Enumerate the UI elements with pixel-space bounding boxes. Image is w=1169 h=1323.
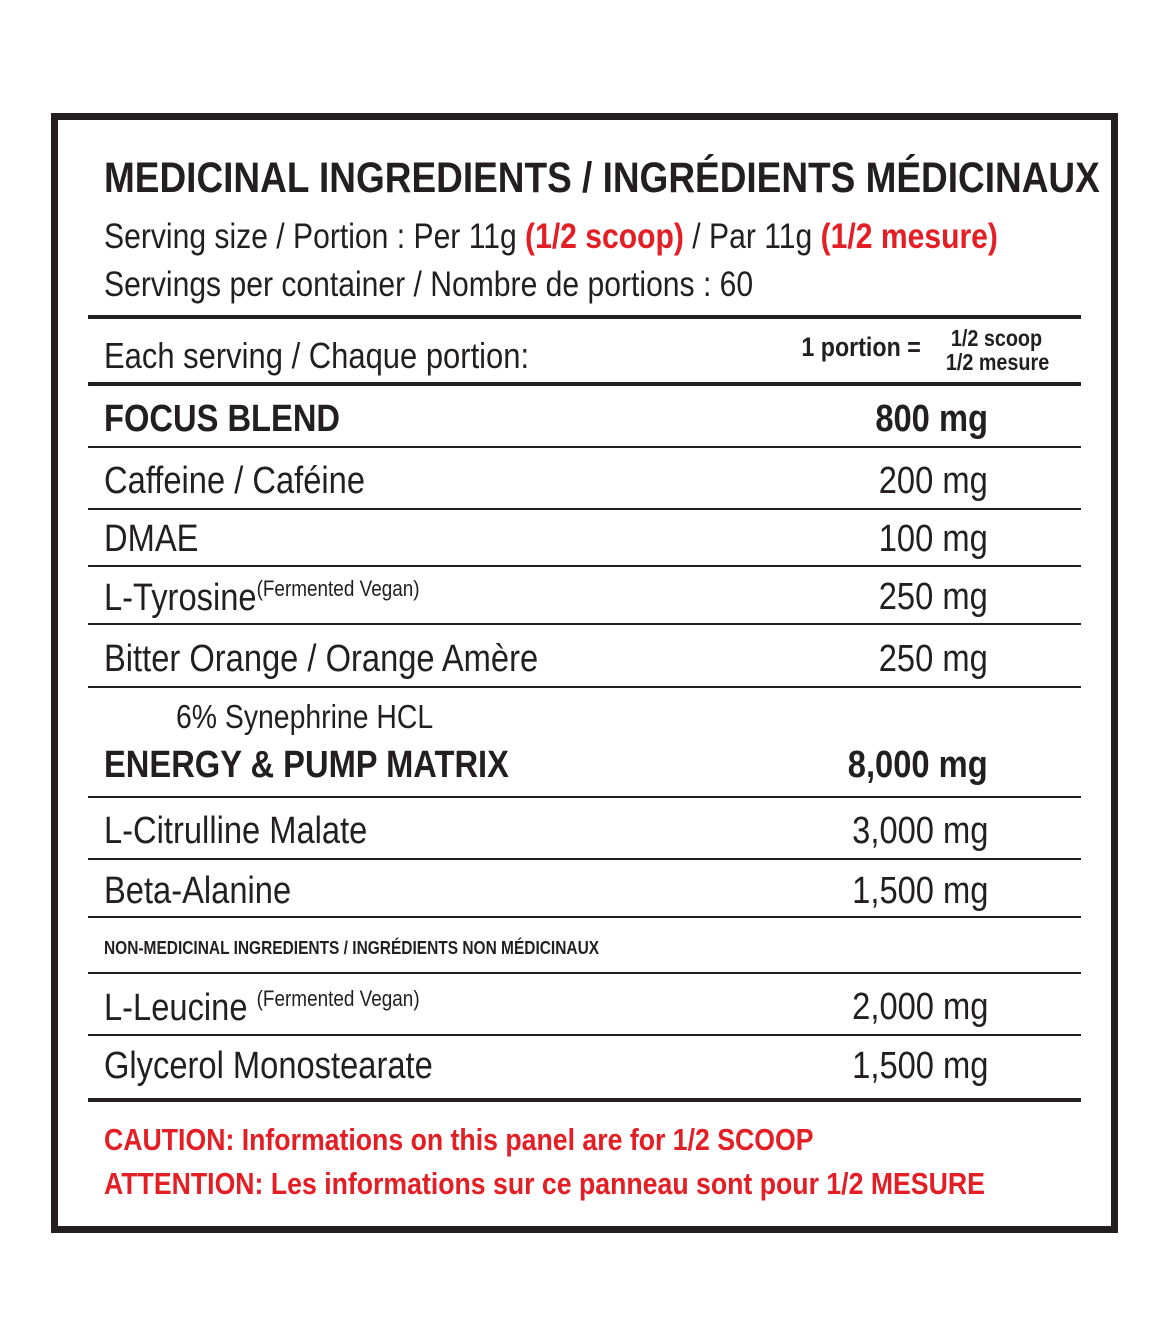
portion-mesure-text: 1/2 mesure — [945, 349, 1049, 375]
synephrine-text: 6% Synephrine HCL — [176, 698, 434, 735]
synephrine-subitem — [176, 698, 475, 736]
ingredient-label: Glycerol Monostearate — [104, 1045, 433, 1087]
focus-blend-label: FOCUS BLEND — [104, 398, 341, 440]
ingredient-label: Bitter Orange / Orange Amère — [104, 638, 539, 680]
ingredient-value: 250 mg — [878, 576, 988, 618]
ingredient-row — [104, 1045, 486, 1088]
caution-english — [104, 1122, 929, 1158]
ingredient-amount — [830, 986, 988, 1029]
serving-scoop-text: (1/2 scoop) — [525, 217, 684, 256]
ingredient-row — [104, 870, 322, 913]
energy-matrix-label: ENERGY & PUMP MATRIX — [104, 744, 509, 786]
ingredient-value: 100 mg — [878, 518, 988, 560]
ingredient-amount — [830, 870, 988, 913]
blend-label — [104, 398, 378, 441]
non-medicinal-heading — [104, 938, 680, 959]
blend-value — [825, 744, 988, 787]
divider — [88, 623, 1081, 625]
divider — [88, 446, 1081, 448]
divider — [88, 315, 1081, 319]
ingredient-value: 200 mg — [878, 460, 988, 502]
each-serving-label — [104, 335, 598, 377]
caution-french — [104, 1166, 1128, 1202]
ingredient-label: L-Tyrosine — [104, 577, 257, 619]
focus-blend-value: 800 mg — [875, 398, 988, 440]
ingredient-amount — [861, 518, 988, 561]
ingredient-row — [104, 638, 609, 681]
ingredient-value: 1,500 mg — [851, 870, 988, 912]
serving-size-text: Serving size / Portion : Per 11g — [104, 217, 526, 256]
divider — [88, 1098, 1081, 1102]
divider — [88, 565, 1081, 567]
ingredient-amount — [861, 576, 988, 619]
portion-fraction — [929, 326, 1049, 374]
serving-par-text: / Par 11g — [683, 217, 821, 256]
panel-title — [104, 154, 1169, 203]
energy-matrix-value: 8,000 mg — [848, 744, 988, 786]
ingredient-label: Caffeine / Caféine — [104, 460, 366, 502]
portion-equals-text: 1 portion = — [801, 332, 921, 362]
servings-per-container-text: Servings per container / Nombre de portions : 60 — [104, 265, 754, 304]
supplement-facts-panel — [51, 113, 1118, 1233]
blend-label — [104, 744, 575, 787]
blend-value — [857, 398, 988, 441]
serving-size-line — [104, 217, 1143, 257]
ingredient-amount — [861, 460, 988, 503]
each-serving-text: Each serving / Chaque portion: — [104, 335, 530, 376]
ingredient-amount — [861, 638, 988, 681]
ingredient-row — [104, 810, 410, 853]
panel-title-text: MEDICINAL INGREDIENTS / INGRÉDIENTS MÉDICINAUX — [104, 154, 1100, 202]
servings-per-container — [104, 265, 859, 305]
divider — [88, 508, 1081, 510]
caution-french-text: ATTENTION: Les informations sur ce panneau sont pour 1/2 MESURE — [104, 1166, 985, 1201]
divider — [88, 686, 1081, 688]
ingredient-value: 1,500 mg — [851, 1045, 988, 1087]
serving-mesure-text: (1/2 mesure) — [820, 217, 998, 256]
divider — [88, 1034, 1081, 1036]
ingredient-value: 3,000 mg — [851, 810, 988, 852]
divider — [88, 382, 1081, 386]
ingredient-row — [104, 460, 408, 503]
ingredient-amount — [830, 810, 988, 853]
ingredient-row — [104, 986, 471, 1030]
ingredient-amount — [830, 1045, 988, 1088]
ingredient-row — [104, 576, 471, 620]
divider — [88, 972, 1081, 974]
ingredient-value: 2,000 mg — [851, 986, 988, 1028]
ingredient-row — [104, 518, 214, 561]
portion-equals — [782, 332, 921, 363]
ingredient-label: L-Citrulline Malate — [104, 810, 368, 852]
ingredient-note: (Fermented Vegan) — [256, 986, 420, 1011]
ingredient-label: Beta-Alanine — [104, 870, 292, 912]
caution-english-text: CAUTION: Informations on this panel are for 1/2 SCOOP — [104, 1122, 814, 1157]
divider — [88, 858, 1081, 860]
divider — [88, 796, 1081, 798]
ingredient-label: DMAE — [104, 518, 199, 560]
non-medicinal-heading-text: NON-MEDICINAL INGREDIENTS / INGRÉDIENTS NON MÉDICINAUX — [104, 938, 600, 958]
ingredient-note: (Fermented Vegan) — [256, 576, 420, 601]
portion-scoop-text: 1/2 scoop — [950, 325, 1042, 351]
divider — [88, 916, 1081, 918]
ingredient-label: L-Leucine — [104, 987, 257, 1029]
ingredient-value: 250 mg — [878, 638, 988, 680]
